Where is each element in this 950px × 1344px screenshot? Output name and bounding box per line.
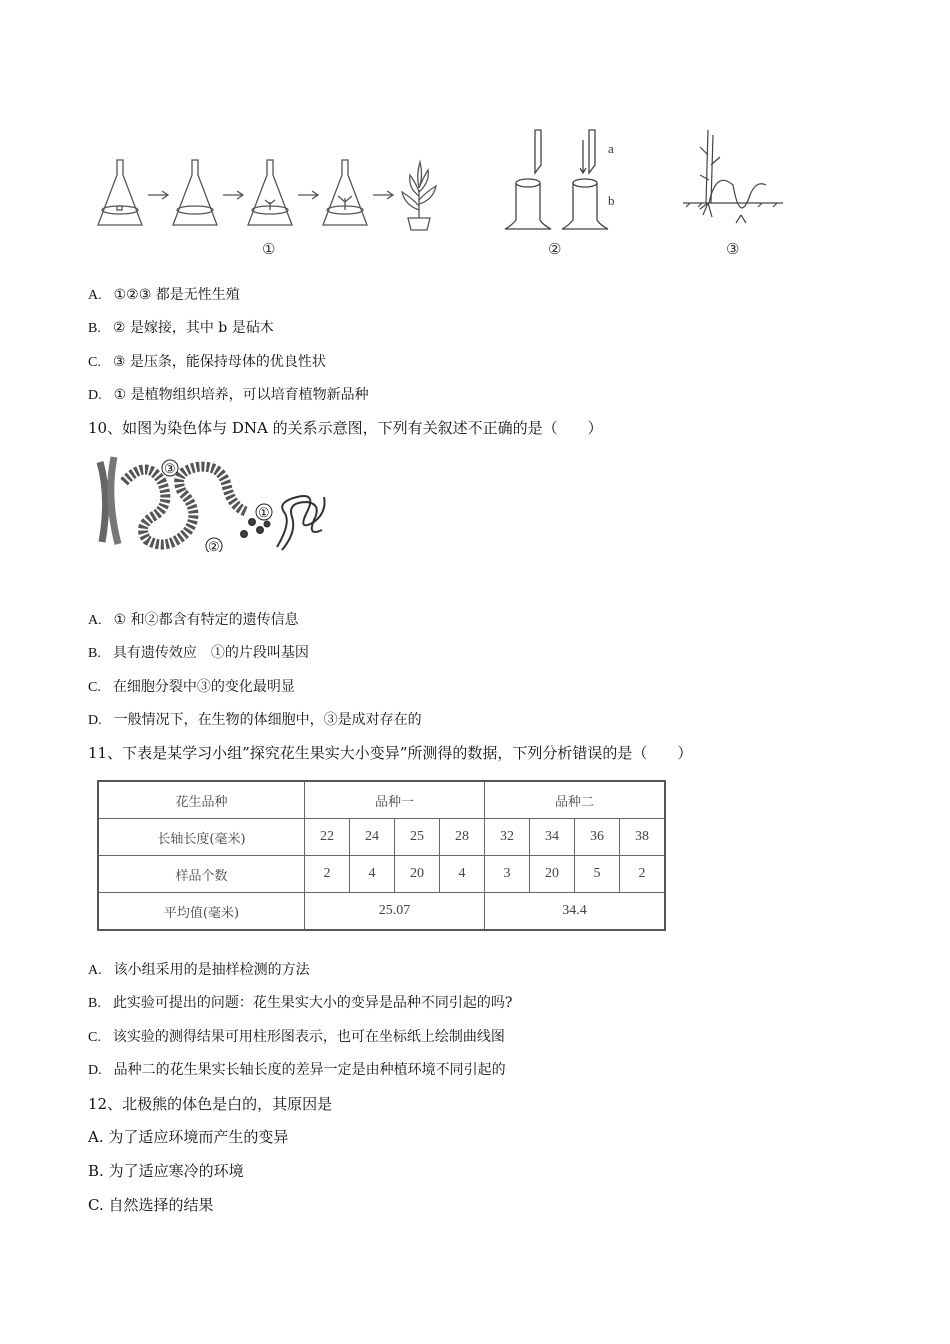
table-cell: 5 (575, 856, 620, 893)
table-cell: 20 (395, 856, 440, 893)
table-cell: 22 (305, 819, 350, 856)
table-cell: 4 (350, 856, 395, 893)
table-cell: 3 (485, 856, 530, 893)
q9-option-a: A. ①②③ 都是无性生殖 (88, 287, 240, 303)
figure-label-2: ② (548, 240, 562, 258)
grafting-figure (495, 125, 625, 235)
table-cell: 36 (575, 819, 620, 856)
q12-option-b: B. 为了适应寒冷的环境 (88, 1162, 244, 1180)
table-cell: 20 (530, 856, 575, 893)
figure-label-1: ① (262, 240, 276, 258)
table-row (98, 781, 665, 819)
q11-option-a: A. 该小组采用的是抽样检测的方法 (88, 962, 310, 978)
q12-option-c: C. 自然选择的结果 (88, 1196, 214, 1214)
chromosome-dna-figure (92, 452, 332, 552)
q9-option-b: B. ② 是嫁接，其中 b 是砧木 (88, 320, 274, 336)
table-cell: 2 (620, 856, 666, 893)
layering-figure (678, 125, 788, 235)
q9-option-c: C. ③ 是压条，能保持母体的优良性状 (88, 354, 326, 370)
q10-option-c: C. 在细胞分裂中③的变化最明显 (88, 679, 295, 695)
dna-label-3: ③ (164, 462, 176, 477)
average-variety-2: 34.4 (485, 893, 666, 931)
q11-option-d: D. 品种二的花生果实长轴长度的差异一定是由种植环境不同引起的 (88, 1062, 506, 1078)
header-variety-1: 品种一 (305, 781, 485, 819)
graft-label-b: b (608, 193, 615, 208)
table-row (98, 893, 665, 931)
q10-option-d: D. 一般情况下，在生物的体细胞中，③是成对存在的 (88, 712, 422, 728)
peanut-data-table (97, 780, 666, 931)
q10-stem: 10、如图为染色体与 DNA 的关系示意图，下列有关叙述不正确的是（ ） (88, 419, 603, 437)
header-variety-2: 品种二 (485, 781, 666, 819)
q10-option-b: B. 具有遗传效应 ①的片段叫基因 (88, 645, 309, 661)
q11-option-b: B. 此实验可提出的问题：花生果实大小的变异是品种不同引起的吗? (88, 995, 513, 1011)
average-variety-1: 25.07 (305, 893, 485, 931)
table-cell: 34 (530, 819, 575, 856)
graft-label-a: a (608, 141, 614, 156)
table-cell: 38 (620, 819, 666, 856)
dna-label-2: ② (208, 540, 220, 552)
q11-option-c: C. 该实验的测得结果可用柱形图表示，也可在坐标纸上绘制曲线图 (88, 1029, 505, 1045)
q9-option-d: D. ① 是植物组织培养，可以培育植物新品种 (88, 387, 369, 403)
row-label-length: 长轴长度(毫米) (98, 819, 305, 856)
figure-label-3: ③ (726, 240, 740, 258)
q11-stem: 11、下表是某学习小组”探究花生果实大小变异”所测得的数据，下列分析错误的是（ ） (88, 744, 693, 762)
row-label-count: 样品个数 (98, 856, 305, 893)
dna-label-1: ① (258, 506, 270, 521)
table-cell: 24 (350, 819, 395, 856)
q12-option-a: A. 为了适应环境而产生的变异 (88, 1128, 289, 1146)
table-cell: 4 (440, 856, 485, 893)
table-row (98, 819, 665, 856)
header-variety: 花生品种 (98, 781, 305, 819)
table-cell: 28 (440, 819, 485, 856)
table-cell: 32 (485, 819, 530, 856)
table-row (98, 856, 665, 893)
table-cell: 2 (305, 856, 350, 893)
tissue-culture-figure (90, 130, 450, 240)
q12-stem: 12、北极熊的体色是白的，其原因是 (88, 1095, 333, 1113)
q10-option-a: A. ① 和②都含有特定的遗传信息 (88, 612, 299, 628)
table-cell: 25 (395, 819, 440, 856)
row-label-average: 平均值(毫米) (98, 893, 305, 931)
